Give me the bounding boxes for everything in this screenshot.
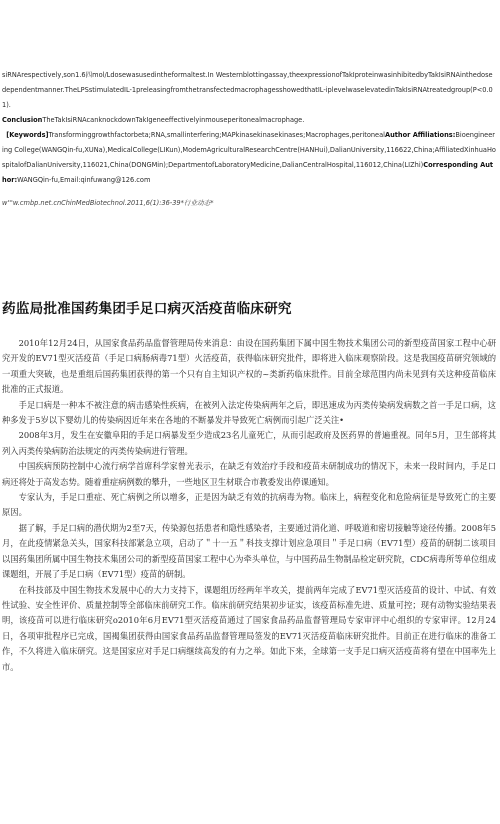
conclusion-text: TheTakIsiRNAcanknockdownTakIgeneeffectivelyinmouseperitonealmacrophage. <box>42 116 305 124</box>
article-paragraph: 2008年3月，发生在安徽阜阳的手足口病暴发至少造成23名儿童死亡，从而引起政府及医药界的普遍重视。同年5月，卫生部将其列入丙类传染病防治法规定的丙类传染病进行管理。 <box>2 430 496 456</box>
article-paragraph: 手足口病是一种本不被注意的病击感染性疾病，在被列入法定传染病两年之后，即迅速成为丙类传染病发病数之首一手足口病，这种多发于5岁以下婴幼儿的传染病因近年来在各地的不断暴发并导致死亡病例而引起广泛关注• <box>2 399 496 426</box>
article-paragraph: 专家认为，手足口重症、死亡病例之所以增多，正是因为缺乏有效的抗病毒为物。临床上，病程变化和危险病征是导致死亡的主要原因。 <box>2 492 496 518</box>
affiliations-text: Bioengineering College(WANGQin-fu,XUNa),MedicalCollege(LIKun),ModemAgriculturalResearchCentre(HANHui),DalianUniversity,116622,China;AffiliatedXinhuaHospitalofDalianUniversity,116021,China(DONGMin);DepartmentofLaboratoryMedicine,DalianCentralHospital,116012,China(LIZhi) <box>2 131 496 169</box>
abstract-keywords-affiliations <box>2 128 496 188</box>
article-title: 药监局批准国药集团手足口病灭活疫苗临床研究 <box>2 301 292 317</box>
article-paragraph: 在科技部及中国生物技术发展中心的大力支持下，课题组历经两年半攻关，提前两年完成了EV71型灭活疫苗的设计、中试、有效性试验、安全性评价、质量控制等全部临床前研究工作。临床前研究结果初步证实，该疫苗标准先进、质量可控；现有动物实验结果表明，该疫苗可以进行临床研究o2010年6月EV71型灭活疫苗通过了国家食品药品监督管理局专家审评中心组织的专家审评。12月24日，各项审批程序已完成，国褐集团获得由国家食品药品监督管理局签发的EV71灭活疫苗临床研究批件。目前正在进行临床的准备工作，不久将进入临床研究。这是国家应对手足口病继续高发的有力之举。如此下来，全球第一支手足口病灭活疫苗将有望在中国率先上市。 <box>2 584 496 672</box>
abstract-conclusion <box>2 113 496 128</box>
keywords-label: [Keywords] <box>6 131 49 139</box>
article-body <box>2 336 496 675</box>
article-paragraph: 中国疾病预防控制中心流行病学首席科学家曾光表示，在缺乏有效治疗手段和疫苗未研制成功的情况下，未来一段时间内，手足口病还将处于高发态势。随着重症病例数的攀升，一些地区卫生材联合市教委发出停课通知。 <box>2 461 496 487</box>
correspondence-label: Corresponding Author: <box>2 161 494 184</box>
english-abstract <box>2 68 496 211</box>
abstract-results-text: siRNArespectively,son1.6四mol/Ldosewasusedintheformaltest.In Westernblottingassay,theexpressionofTakIproteinwasinhibitedbyTakIsiRNAinthedosedependentmanner.TheLPSstimulatedIL-1preleasingfromthetransfectedmacrophagesshowedthatIL-iplevelwaselevatedinTakIsiRNAtreatedgroup(P<0.01). <box>2 71 493 109</box>
keywords-text: Transforminggrowthfactorbeta;RNA,smallinterfering;MAPkinasekinasekinases;Macrophages,peritoneal <box>48 131 385 139</box>
conclusion-label: Conclusion <box>2 116 43 124</box>
affiliations-label: Author Affiliations: <box>384 131 456 139</box>
article-paragraph: 2010年12月24日，从国家食品药品监督管理局传来消息：由设在国药集团下属中国生物技术集团公司的新型疫苗国家工程中心研究开发的EV71型灭活疫苗（手足口病肠病毒71型）火活疫苗，获得临床研究批件，即将进入临床观察阶段。这是我国疫苗研究领域的一项重大突破，也是重组后国药集团获得的第一个只有自主知识产权的~类新药临床批件。目前全球范围内尚未见到有关这种疫苗临床批准的正式报道。 <box>2 338 496 395</box>
journal-citation: w'''w.cmbp.net.cnChinMedBiotechnol.2011,6(1):36-39*行业动态* <box>2 199 214 207</box>
correspondence-text: WANGQin-fu,Email:qinfuwang@126.com <box>17 176 151 184</box>
article-paragraph: 据了解，手足口病的潜伏期为2至7天，传染源包括患者和隐性感染者，主要通过消化道、呼吸道和密切接触等途径传播。2008年5月，在此疫情紧急关头，国家科技部紧急立项，启动了＂十一五＂科技支撑计划应急项目＂手足口病（EV71型）疫苗的研制二该项目以国药集团所属中国生物技术集团公司的新型疫苗国家工程中心为牵头单位，与中国药品生物制品检定研究院，CDC病毒所等单位组成课题组，开展了手足口病（EV71型）疫苗的研制。 <box>2 522 496 580</box>
